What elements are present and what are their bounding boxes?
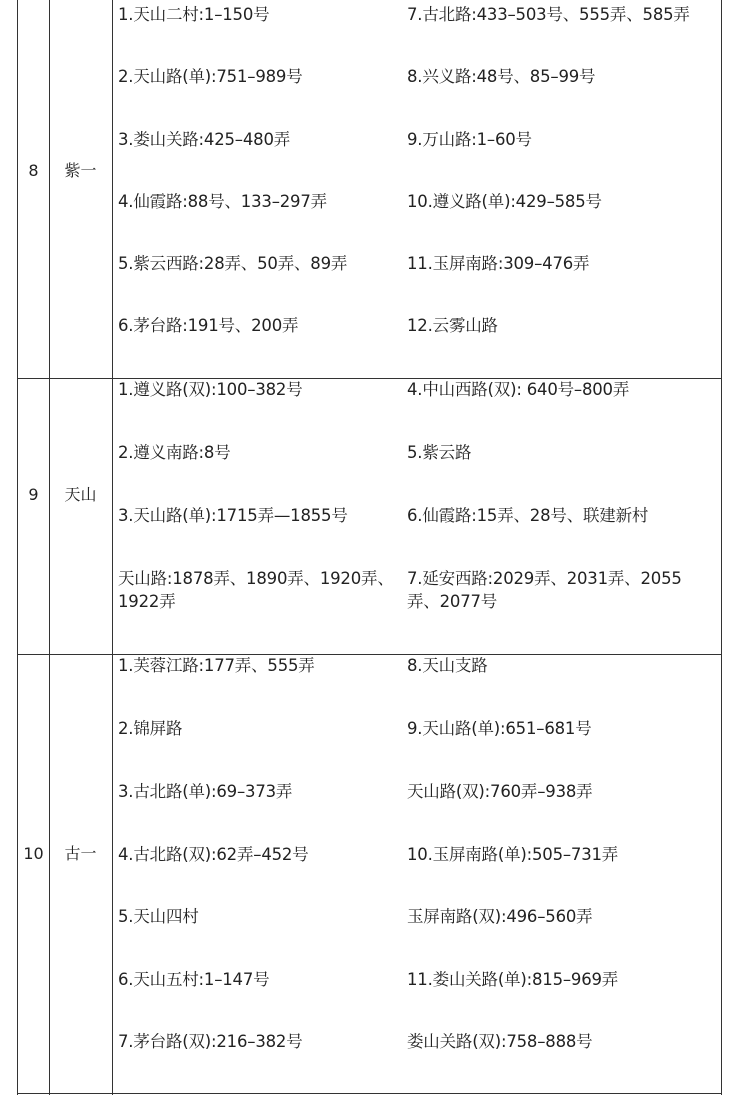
street-item: 7.古北路:433–503号、555弄、585弄 bbox=[407, 5, 690, 24]
row-divider bbox=[18, 1093, 721, 1094]
row-number: 8 bbox=[28, 161, 39, 180]
street-item: 天山路(双):760弄–938弄 bbox=[407, 782, 593, 801]
street-item: 6.天山五村:1–147号 bbox=[118, 970, 270, 989]
street-item: 4.仙霞路:88号、133–297弄 bbox=[118, 192, 327, 211]
street-item: 9.万山路:1–60号 bbox=[407, 130, 532, 149]
row-number: 10 bbox=[23, 844, 44, 863]
street-item: 玉屏南路(双):496–560弄 bbox=[407, 907, 593, 926]
street-item: 3.天山路(单):1715弄—1855号 bbox=[118, 506, 348, 525]
column-divider bbox=[112, 0, 113, 1095]
area-name: 紫一 bbox=[64, 161, 97, 180]
street-item: 1.芙蓉江路:177弄、555弄 bbox=[118, 656, 315, 675]
street-item: 12.云雾山路 bbox=[407, 316, 498, 335]
street-item: 2.遵义南路:8号 bbox=[118, 443, 231, 462]
street-item: 1.遵义路(双):100–382号 bbox=[118, 380, 303, 399]
street-item: 7.延安西路:2029弄、2031弄、2055弄、2077号 bbox=[407, 569, 682, 611]
street-item: 1.天山二村:1–150号 bbox=[118, 5, 270, 24]
street-item: 2.天山路(单):751–989号 bbox=[118, 67, 303, 86]
street-item: 3.古北路(单):69–373弄 bbox=[118, 782, 293, 801]
street-item: 4.古北路(双):62弄–452号 bbox=[118, 845, 309, 864]
street-item: 3.娄山关路:425–480弄 bbox=[118, 130, 291, 149]
street-item: 9.天山路(单):651–681号 bbox=[407, 719, 592, 738]
area-name: 古一 bbox=[64, 844, 97, 863]
street-item: 7.茅台路(双):216–382号 bbox=[118, 1032, 303, 1051]
row-number: 9 bbox=[28, 485, 39, 504]
street-item: 8.兴义路:48号、85–99号 bbox=[407, 67, 596, 86]
street-assignment-table bbox=[17, 0, 722, 1095]
street-item: 10.玉屏南路(单):505–731弄 bbox=[407, 845, 619, 864]
street-item: 娄山关路(双):758–888号 bbox=[407, 1032, 593, 1051]
street-item: 11.玉屏南路:309–476弄 bbox=[407, 254, 590, 273]
street-item: 11.娄山关路(单):815–969弄 bbox=[407, 970, 619, 989]
street-item: 5.紫云西路:28弄、50弄、89弄 bbox=[118, 254, 348, 273]
street-item: 5.紫云路 bbox=[407, 443, 472, 462]
street-item: 4.中山西路(双): 640号–800弄 bbox=[407, 380, 630, 399]
street-item: 2.锦屏路 bbox=[118, 719, 183, 738]
street-item: 10.遵义路(单):429–585号 bbox=[407, 192, 602, 211]
area-name: 天山 bbox=[64, 485, 97, 504]
street-item: 6.茅台路:191号、200弄 bbox=[118, 316, 299, 335]
street-item: 5.天山四村 bbox=[118, 907, 199, 926]
street-item: 6.仙霞路:15弄、28号、联建新村 bbox=[407, 506, 649, 525]
street-item: 天山路:1878弄、1890弄、1920弄、1922弄 bbox=[118, 569, 394, 611]
street-item: 8.天山支路 bbox=[407, 656, 488, 675]
